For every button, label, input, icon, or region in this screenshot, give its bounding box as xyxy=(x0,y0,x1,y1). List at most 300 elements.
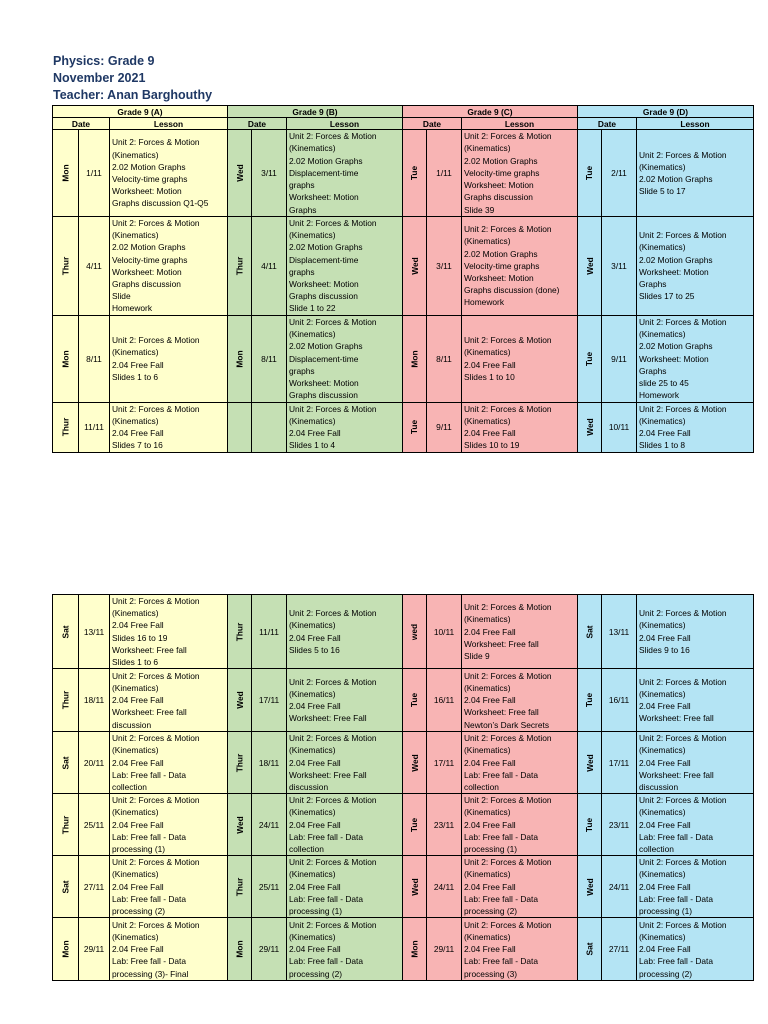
lesson-cell-a xyxy=(110,130,228,217)
day-cell-a xyxy=(53,669,79,732)
lesson-cell-a xyxy=(110,217,228,316)
lesson-line: (Kinematics) xyxy=(112,149,159,160)
day-cell-c xyxy=(403,130,427,217)
lesson-line: Slides 5 to 16 xyxy=(289,644,340,655)
lesson-line: Unit 2: Forces & Motion xyxy=(289,795,377,806)
lesson-line: (Kinematics) xyxy=(464,415,511,426)
date-cell-b: 8/11 xyxy=(252,315,287,402)
lesson-line: Homework xyxy=(112,303,153,314)
lesson-cell-c xyxy=(462,402,578,452)
lesson-line: 2.04 Free Fall xyxy=(112,757,164,768)
lesson-cell-d xyxy=(637,856,754,918)
date-cell-b xyxy=(252,402,287,452)
lesson-line: 2.04 Free Fall xyxy=(112,819,164,830)
lesson-line: processing (1) xyxy=(639,906,693,917)
day-label: Wed xyxy=(409,877,420,896)
date-cell-d: 9/11 xyxy=(602,315,637,402)
day-cell-b xyxy=(228,217,252,316)
lesson-line: Graphs discussion Q1-Q5 xyxy=(112,198,209,209)
day-label: Tue xyxy=(584,693,595,708)
day-cell-b xyxy=(228,402,252,452)
day-label: Mon xyxy=(234,350,245,368)
lesson-line: 2.02 Motion Graphs xyxy=(289,341,363,352)
lesson-line: 2.04 Free Fall xyxy=(289,701,341,712)
lesson-line: (Kinematics) xyxy=(289,931,336,942)
lesson-line: Worksheet: Free fall xyxy=(639,713,714,724)
date-cell-b: 3/11 xyxy=(252,130,287,217)
lesson-line: Slides 1 to 6 xyxy=(112,657,159,668)
date-cell-a: 20/11 xyxy=(79,732,110,794)
day-label: Sat xyxy=(584,942,595,956)
lesson-cell-d xyxy=(637,217,754,316)
lesson-line: 2.04 Free Fall xyxy=(112,359,164,370)
lesson-line: Worksheet: Free fall xyxy=(464,638,539,649)
day-label: Thur xyxy=(60,815,71,835)
lesson-cell-d xyxy=(637,315,754,402)
lesson-cell-b xyxy=(287,595,403,669)
lesson-line: 2.04 Free Fall xyxy=(464,944,516,955)
lesson-line: (Kinematics) xyxy=(639,689,686,700)
lesson-line: 2.04 Free Fall xyxy=(639,632,691,643)
lesson-line: (Kinematics) xyxy=(112,807,159,818)
lesson-header-b: Lesson xyxy=(287,118,403,130)
lesson-line: Unit 2: Forces & Motion xyxy=(464,602,552,613)
lesson-cell-d xyxy=(637,130,754,217)
day-cell-d xyxy=(578,918,602,981)
date-cell-a: 11/11 xyxy=(79,402,110,452)
date-cell-c: 10/11 xyxy=(427,595,462,669)
lesson-line: (Kinematics) xyxy=(112,745,159,756)
lesson-line: (Kinematics) xyxy=(289,230,336,241)
lesson-line: Worksheet: Motion xyxy=(289,377,359,388)
schedule-row xyxy=(53,595,754,669)
day-cell-b xyxy=(228,794,252,856)
day-cell-b xyxy=(228,732,252,794)
lesson-line: 2.04 Free Fall xyxy=(289,428,341,439)
lesson-line: Unit 2: Forces & Motion xyxy=(112,670,200,681)
lesson-line: Displacement-time xyxy=(289,254,359,265)
lesson-line: processing (1) xyxy=(289,906,343,917)
schedule-row xyxy=(53,315,754,402)
date-cell-a: 29/11 xyxy=(79,918,110,981)
day-cell-c xyxy=(403,794,427,856)
lesson-line: Graphs discussion xyxy=(464,192,533,203)
lesson-line: collection xyxy=(112,782,147,793)
lesson-line: 2.02 Motion Graphs xyxy=(112,242,186,253)
lesson-line: Graphs discussion xyxy=(289,390,358,401)
lesson-line: (Kinematics) xyxy=(112,931,159,942)
lesson-line: 2.04 Free Fall xyxy=(639,881,691,892)
day-label: Tue xyxy=(584,351,595,366)
day-label: Mon xyxy=(60,350,71,368)
lesson-line: Lab: Free fall - Data xyxy=(639,893,714,904)
month-title: November 2021 xyxy=(53,71,146,85)
date-cell-b: 24/11 xyxy=(252,794,287,856)
lesson-line: processing (3) xyxy=(464,968,518,979)
lesson-cell-c xyxy=(462,217,578,316)
lesson-line: Unit 2: Forces & Motion xyxy=(639,676,727,687)
lesson-line: Graphs xyxy=(289,204,317,215)
lesson-cell-c xyxy=(462,315,578,402)
lesson-line: Lab: Free fall - Data xyxy=(112,956,187,967)
lesson-line: 2.04 Free Fall xyxy=(464,428,516,439)
lesson-line: Lab: Free fall - Data xyxy=(289,956,364,967)
day-cell-d xyxy=(578,856,602,918)
date-cell-b: 25/11 xyxy=(252,856,287,918)
lesson-line: Unit 2: Forces & Motion xyxy=(639,919,727,930)
day-label: Tue xyxy=(409,419,420,435)
lesson-line: 2.04 Free Fall xyxy=(464,626,516,637)
lesson-line: Worksheet: Free fall xyxy=(639,769,714,780)
lesson-line: Homework xyxy=(639,390,680,401)
lesson-line: Slide 5 to 17 xyxy=(639,186,686,197)
lesson-line: Worksheet: Free fall xyxy=(112,707,187,718)
day-label: Mon xyxy=(60,940,71,958)
lesson-line: Slides 1 to 6 xyxy=(112,371,159,382)
day-label: Tue xyxy=(409,693,420,708)
lesson-cell-b xyxy=(287,130,403,217)
lesson-line: 2.04 Free Fall xyxy=(112,428,164,439)
lesson-cell-a xyxy=(110,402,228,452)
lesson-line: Unit 2: Forces & Motion xyxy=(289,218,377,228)
subject-title: Physics: Grade 9 xyxy=(53,54,155,68)
lesson-line: (Kinematics) xyxy=(639,415,686,426)
lesson-line: Unit 2: Forces & Motion xyxy=(112,403,200,414)
lesson-line: discussion xyxy=(112,719,152,730)
date-cell-d: 23/11 xyxy=(602,794,637,856)
schedule-row xyxy=(53,794,754,856)
day-cell-c xyxy=(403,669,427,732)
lesson-line: (Kinematics) xyxy=(464,347,511,358)
day-label: Thur xyxy=(234,622,245,641)
lesson-line: Worksheet: Motion xyxy=(289,192,359,203)
lesson-line: Lab: Free fall - Data xyxy=(112,893,187,904)
day-label: Sat xyxy=(584,625,595,639)
lesson-line: (Kinematics) xyxy=(289,329,336,340)
day-label: Tue xyxy=(409,165,420,181)
day-label: Mon xyxy=(234,940,245,958)
lesson-line: 2.04 Free Fall xyxy=(112,695,164,706)
lesson-line: Worksheet: Free fall xyxy=(464,707,539,718)
day-cell-a xyxy=(53,732,79,794)
lesson-line: (Kinematics) xyxy=(289,689,336,700)
day-cell-b xyxy=(228,669,252,732)
lesson-line: 2.04 Free Fall xyxy=(639,944,691,955)
lesson-line: (Kinematics) xyxy=(639,745,686,756)
lesson-line: Graphs discussion xyxy=(289,291,358,302)
day-cell-c xyxy=(403,595,427,669)
day-cell-d xyxy=(578,315,602,402)
schedule-row xyxy=(53,732,754,794)
lesson-line: 2.04 Free Fall xyxy=(289,881,341,892)
lesson-line: 2.02 Motion Graphs xyxy=(464,155,538,166)
lesson-header-d: Lesson xyxy=(637,118,754,130)
lesson-line: Unit 2: Forces & Motion xyxy=(639,857,727,868)
lesson-line: 2.04 Free Fall xyxy=(639,757,691,768)
day-cell-a xyxy=(53,315,79,402)
date-cell-d: 3/11 xyxy=(602,217,637,316)
date-cell-c: 29/11 xyxy=(427,918,462,981)
day-label: Mon xyxy=(409,940,420,958)
lesson-line: (Kinematics) xyxy=(464,869,511,880)
lesson-line: Unit 2: Forces & Motion xyxy=(112,137,200,148)
date-cell-d: 24/11 xyxy=(602,856,637,918)
group-header-d: Grade 9 (D) xyxy=(578,106,754,118)
lesson-line: 2.04 Free Fall xyxy=(464,881,516,892)
lesson-cell-a xyxy=(110,794,228,856)
date-header-d: Date xyxy=(578,118,637,130)
lesson-line: Lab: Free fall - Data xyxy=(289,893,364,904)
lesson-line: Unit 2: Forces & Motion xyxy=(464,733,552,744)
lesson-line: Unit 2: Forces & Motion xyxy=(639,149,727,160)
lesson-line: 2.04 Free Fall xyxy=(639,428,691,439)
lesson-line: Unit 2: Forces & Motion xyxy=(639,608,727,619)
lesson-line: collection xyxy=(464,782,499,793)
day-label: Wed xyxy=(584,418,595,436)
lesson-line: processing (2) xyxy=(112,906,166,917)
day-cell-c xyxy=(403,217,427,316)
schedule-row xyxy=(53,130,754,217)
date-cell-a: 13/11 xyxy=(79,595,110,669)
lesson-line: Slides 1 to 8 xyxy=(639,440,686,451)
lesson-line: (Kinematics) xyxy=(464,682,511,693)
lesson-cell-a xyxy=(110,918,228,981)
day-cell-a xyxy=(53,402,79,452)
lesson-line: (Kinematics) xyxy=(289,807,336,818)
lesson-line: Unit 2: Forces & Motion xyxy=(464,224,552,235)
lesson-cell-d xyxy=(637,669,754,732)
date-cell-c: 3/11 xyxy=(427,217,462,316)
lesson-line: Worksheet: Motion xyxy=(639,353,709,364)
lesson-line: collection xyxy=(639,844,674,855)
date-header-a: Date xyxy=(53,118,110,130)
date-cell-a: 18/11 xyxy=(79,669,110,732)
day-cell-a xyxy=(53,918,79,981)
lesson-line: (Kinematics) xyxy=(289,415,336,426)
lesson-line: 2.04 Free Fall xyxy=(464,757,516,768)
lesson-line: Lab: Free fall - Data xyxy=(112,769,187,780)
lesson-line: (Kinematics) xyxy=(464,807,511,818)
lesson-line: Displacement-time xyxy=(289,353,359,364)
lesson-line: processing (2) xyxy=(289,968,343,979)
lesson-line: Slides 16 to 19 xyxy=(112,632,168,643)
day-cell-a xyxy=(53,794,79,856)
lesson-line: 2.04 Free Fall xyxy=(112,620,164,631)
lesson-line: (Kinematics) xyxy=(289,620,336,631)
day-cell-b xyxy=(228,130,252,217)
lesson-line: (Kinematics) xyxy=(639,329,686,340)
date-cell-b: 4/11 xyxy=(252,217,287,316)
lesson-line: Unit 2: Forces & Motion xyxy=(289,316,377,327)
lesson-line: (Kinematics) xyxy=(112,869,159,880)
lesson-line: 2.04 Free Fall xyxy=(289,944,341,955)
lesson-line: Worksheet: Motion xyxy=(464,272,534,283)
day-label: Wed xyxy=(584,257,595,275)
lesson-line: 2.04 Free Fall xyxy=(289,632,341,643)
day-label: Mon xyxy=(60,164,71,182)
lesson-line: 2.02 Motion Graphs xyxy=(464,248,538,259)
lesson-line: Unit 2: Forces & Motion xyxy=(464,670,552,681)
lesson-line: (Kinematics) xyxy=(464,614,511,625)
lesson-line: (Kinematics) xyxy=(112,347,159,358)
lesson-line: Unit 2: Forces & Motion xyxy=(289,733,377,744)
group-header-a: Grade 9 (A) xyxy=(53,106,228,118)
teacher-title: Teacher: Anan Barghouthy xyxy=(53,88,213,102)
date-cell-d: 27/11 xyxy=(602,918,637,981)
lesson-line: Slide 9 xyxy=(464,650,490,661)
date-cell-c: 16/11 xyxy=(427,669,462,732)
lesson-line: Unit 2: Forces & Motion xyxy=(289,608,377,619)
lesson-line: (Kinematics) xyxy=(289,869,336,880)
lesson-cell-d xyxy=(637,402,754,452)
lesson-line: Velocity-time graphs xyxy=(464,167,540,178)
day-cell-c xyxy=(403,918,427,981)
day-cell-d xyxy=(578,669,602,732)
lesson-line: Lab: Free fall - Data xyxy=(464,893,539,904)
lesson-line: processing (2) xyxy=(639,968,693,979)
lesson-line: Unit 2: Forces & Motion xyxy=(639,316,727,327)
day-cell-a xyxy=(53,217,79,316)
lesson-line: Worksheet: Motion xyxy=(464,180,534,191)
date-cell-d: 2/11 xyxy=(602,130,637,217)
lesson-line: Worksheet: Free Fall xyxy=(289,713,367,724)
day-label: Wed xyxy=(409,753,420,772)
day-label: Wed xyxy=(584,877,595,896)
lesson-line: discussion xyxy=(639,782,679,793)
lesson-line: (Kinematics) xyxy=(112,230,159,241)
lesson-cell-b xyxy=(287,856,403,918)
lesson-line: 2.02 Motion Graphs xyxy=(289,155,363,166)
lesson-line: (Kinematics) xyxy=(639,931,686,942)
day-label: Wed xyxy=(234,164,245,182)
date-cell-d: 10/11 xyxy=(602,402,637,452)
lesson-line: (Kinematics) xyxy=(464,745,511,756)
lesson-line: Slides 1 to 10 xyxy=(464,371,515,382)
lesson-line: Unit 2: Forces & Motion xyxy=(112,733,200,744)
date-header-c: Date xyxy=(403,118,462,130)
lesson-line: 2.02 Motion Graphs xyxy=(289,242,363,253)
date-cell-a: 1/11 xyxy=(79,130,110,217)
lesson-line: Unit 2: Forces & Motion xyxy=(639,230,727,241)
lesson-header-a: Lesson xyxy=(110,118,228,130)
lesson-line: slide 25 to 45 xyxy=(639,377,689,388)
lesson-line: processing (1) xyxy=(464,844,518,855)
day-label: Sat xyxy=(60,880,71,894)
lesson-line: Unit 2: Forces & Motion xyxy=(289,403,377,414)
column-header-row xyxy=(53,118,754,130)
date-cell-b: 17/11 xyxy=(252,669,287,732)
lesson-line: 2.04 Free Fall xyxy=(639,701,691,712)
lesson-line: Unit 2: Forces & Motion xyxy=(639,403,727,414)
lesson-cell-b xyxy=(287,794,403,856)
lesson-line: Velocity-time graphs xyxy=(112,254,188,265)
lesson-line: 2.02 Motion Graphs xyxy=(639,174,713,184)
lesson-line: (Kinematics) xyxy=(639,807,686,818)
lesson-line: (Kinematics) xyxy=(639,620,686,631)
date-cell-d: 13/11 xyxy=(602,595,637,669)
lesson-cell-d xyxy=(637,794,754,856)
date-cell-a: 27/11 xyxy=(79,856,110,918)
lesson-line: Unit 2: Forces & Motion xyxy=(639,795,727,806)
date-cell-c: 23/11 xyxy=(427,794,462,856)
date-cell-b: 29/11 xyxy=(252,918,287,981)
lesson-line: Lab: Free fall - Data xyxy=(289,831,364,842)
day-label: Wed xyxy=(234,691,245,709)
day-cell-c xyxy=(403,732,427,794)
lesson-line: (Kinematics) xyxy=(464,236,511,247)
day-cell-b xyxy=(228,595,252,669)
lesson-line: Displacement-time xyxy=(289,167,359,178)
lesson-line: discussion xyxy=(289,782,329,793)
day-label: Sat xyxy=(60,756,71,770)
lesson-line: Unit 2: Forces & Motion xyxy=(464,795,552,806)
lesson-cell-b xyxy=(287,315,403,402)
date-cell-c: 17/11 xyxy=(427,732,462,794)
lesson-line: Graphs discussion xyxy=(112,279,181,290)
lesson-cell-a xyxy=(110,595,228,669)
lesson-line: Graphs xyxy=(639,279,667,290)
day-cell-a xyxy=(53,130,79,217)
schedule-row xyxy=(53,918,754,981)
lesson-line: Worksheet: Motion xyxy=(112,186,182,197)
group-header-row xyxy=(53,106,754,118)
lesson-line: 2.04 Free Fall xyxy=(289,819,341,830)
date-header-b: Date xyxy=(228,118,287,130)
date-cell-c: 9/11 xyxy=(427,402,462,452)
lesson-line: (Kinematics) xyxy=(464,931,511,942)
lesson-line: Slide 1 to 22 xyxy=(289,303,336,314)
lesson-line: Lab: Free fall - Data xyxy=(639,831,714,842)
lesson-line: Newton’s Dark Secrets xyxy=(464,719,550,730)
lesson-line: Lab: Free fall - Data xyxy=(464,956,539,967)
lesson-line: Velocity-time graphs xyxy=(112,174,188,184)
lesson-line: (Kinematics) xyxy=(639,869,686,880)
lesson-line: Graphs xyxy=(639,365,667,376)
lesson-line: Unit 2: Forces & Motion xyxy=(464,403,552,414)
lesson-line: 2.04 Free Fall xyxy=(112,944,164,955)
lesson-line: 2.02 Motion Graphs xyxy=(639,341,713,352)
lesson-cell-d xyxy=(637,918,754,981)
lesson-line: Unit 2: Forces & Motion xyxy=(112,795,200,806)
lesson-cell-c xyxy=(462,669,578,732)
lesson-cell-d xyxy=(637,732,754,794)
lesson-line: (Kinematics) xyxy=(289,745,336,756)
lesson-line: graphs xyxy=(289,266,315,277)
date-cell-c: 8/11 xyxy=(427,315,462,402)
lesson-line: Unit 2: Forces & Motion xyxy=(289,131,377,142)
lesson-line: processing (3)- Final xyxy=(112,968,189,979)
lesson-line: Graphs discussion (done) xyxy=(464,285,560,296)
lesson-line: 2.02 Motion Graphs xyxy=(112,161,186,172)
lesson-line: Unit 2: Forces & Motion xyxy=(289,857,377,868)
date-cell-d: 17/11 xyxy=(602,732,637,794)
lesson-header-c: Lesson xyxy=(462,118,578,130)
lesson-cell-b xyxy=(287,732,403,794)
lesson-cell-a xyxy=(110,732,228,794)
lesson-line: Slides 17 to 25 xyxy=(639,291,695,302)
lesson-line: Unit 2: Forces & Motion xyxy=(464,335,552,346)
day-cell-b xyxy=(228,918,252,981)
lesson-line: graphs xyxy=(289,180,315,191)
lesson-line: processing (1) xyxy=(112,844,166,855)
lesson-line: Lab: Free fall - Data xyxy=(464,769,539,780)
day-label: Tue xyxy=(584,817,595,832)
lesson-line: Unit 2: Forces & Motion xyxy=(112,857,200,868)
lesson-line: Worksheet: Motion xyxy=(289,279,359,290)
lesson-line: Slide 39 xyxy=(464,204,495,215)
day-cell-d xyxy=(578,217,602,316)
day-cell-d xyxy=(578,402,602,452)
